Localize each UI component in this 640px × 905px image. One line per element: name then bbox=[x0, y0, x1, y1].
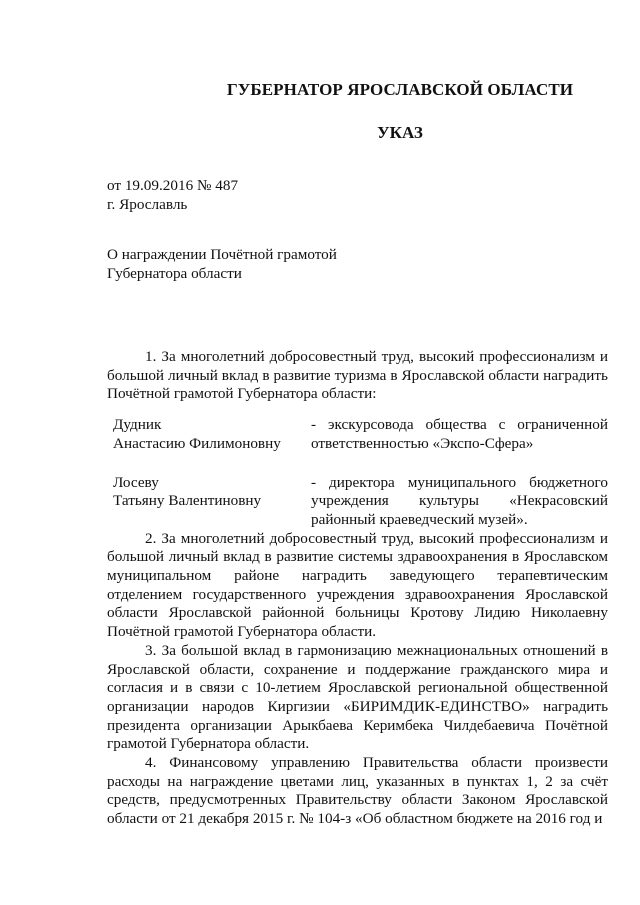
document-meta bbox=[107, 176, 238, 214]
city: г. Ярославль bbox=[107, 196, 188, 213]
paragraph-4: 4. Финансовому управлению Правительства области произвести расходы на награждение цветами лиц, указанных в пунктах 1, 2 за счёт средств, предусмотренных Правительству области Законом Ярославской области от 21 декабря 2015 г. № 104-з «Об областном бюджете на 2016 год и bbox=[107, 754, 608, 828]
document-body bbox=[107, 348, 608, 829]
paragraph-2: 2. За многолетний добросовестный труд, высокий профессионализм и большой личный вклад в развитие системы здравоохранения в Ярославском муниципальном районе наградить заведующего терапевтическим отделением государственного учреждения здравоохранения Ярославской области Ярославской районной больницы Кротову Лидию Николаевну Почётной грамотой Губернатора области. bbox=[107, 529, 608, 641]
document-subject bbox=[107, 245, 337, 283]
awardee-surname: Лосеву bbox=[113, 473, 159, 491]
awardee-position: - директора муниципального бюджетного учреждения культуры «Некрасовский районный краеведческий музей». bbox=[311, 473, 608, 528]
date-number: от 19.09.2016 № 487 bbox=[107, 177, 239, 194]
awardee-row bbox=[113, 416, 608, 453]
paragraph-3: 3. За большой вклад в гармонизацию межнациональных отношений в Ярославской области, сохранение и поддержание гражданского мира и согласия и в связи с 10-летием Ярославской региональной общественной организации народов Киргизии «БИРИМДИК-ЕДИНСТВО» наградить президента организации Арыкбаева Керимбека Чилдебаевича Почётной грамотой Губернатора области. bbox=[107, 641, 608, 753]
awardee-given-name: Татьяну Валентиновну bbox=[113, 492, 262, 510]
subject-line-2: Губернатора области bbox=[107, 265, 242, 282]
document-issuer-title: ГУБЕРНАТОР ЯРОСЛАВСКОЙ ОБЛАСТИ bbox=[226, 80, 574, 99]
awardee-row bbox=[113, 474, 608, 530]
awardee-position: - экскурсовода общества с ограниченной ответственностью «Экспо-Сфера» bbox=[311, 416, 608, 452]
paragraph-1: 1. За многолетний добросовестный труд, высокий профессионализм и большой личный вклад в развитие туризма в Ярославской области наградить Почётной грамотой Губернатора области: bbox=[107, 348, 608, 403]
awardee-name bbox=[113, 416, 311, 453]
document-type: УКАЗ bbox=[377, 123, 423, 142]
awardee-surname: Дудник bbox=[113, 416, 162, 434]
subject-line-1: О награждении Почётной грамотой bbox=[107, 246, 337, 263]
awardee-given-name: Анастасию Филимоновну bbox=[113, 434, 281, 452]
awardee-name bbox=[113, 474, 311, 530]
